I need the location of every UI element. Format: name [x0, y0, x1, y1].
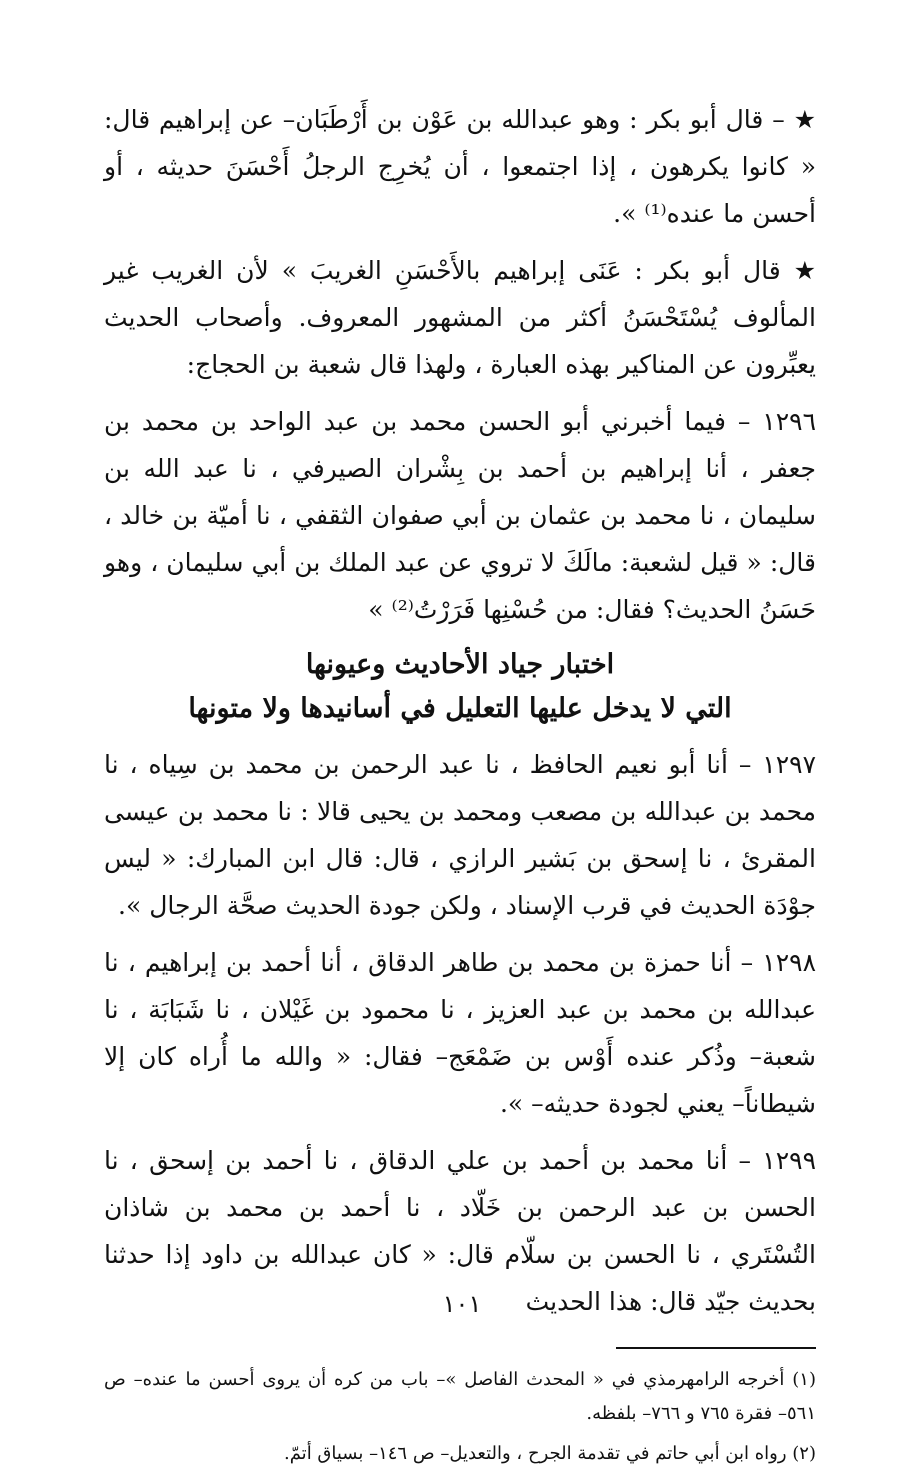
paragraph-1298: ١٢٩٨ – أنا حمزة بن محمد بن طاهر الدقاق ، أنا أحمد بن إبراهيم ، نا عبدالله بن محمد بن عبد العزيز ، نا محمود بن غَيْلان ، نا شَبَابَة ، نا شعبة– وذُكر عنده أَوْس بن ضَمْعَج– فقال: « والله ما أُراه كان إلا شيطاناً– يعني لجودة حديثه– ». [104, 948, 816, 1118]
paragraph-1299: ١٢٩٩ – أنا محمد بن أحمد بن علي الدقاق ، نا أحمد بن إسحق ، نا الحسن بن عبد الرحمن بن خَلّاد ، نا أحمد بن محمد بن شاذان التُسْتَري ، نا الحسن بن سلّام قال: « كان عبدالله بن داود إذا حدثنا بحديث جيّد قال: هذا الحديث [104, 1146, 816, 1316]
paragraph-abu-bakr-commentary: ★ قال أبو بكر : عَنَى إبراهيم بالأَحْسَنِ الغريبَ » لأن الغريب غير المألوف يُسْتَحْسَنُ أكثر من المشهور المعروف. وأصحاب الحديث يعبِّرون عن المناكير بهذه العبارة ، ولهذا قال شعبة بن الحجاج: [104, 256, 816, 379]
section-heading-line-1: اختبار جياد الأحاديث وعيونها [305, 649, 615, 680]
page-number: ١٠١ [442, 1290, 482, 1318]
footnote-separator [616, 1347, 816, 1349]
footnote-2: (٢) رواه ابن أبي حاتم في تقدمة الجرح ، والتعديل– ص ١٤٦– بسياق أتمّ. [283, 1443, 816, 1464]
section-heading-line-2: التي لا يدخل عليها التعليل في أسانيدها ولا متونها [188, 693, 732, 724]
footnote-1: (١) أخرجه الرامهرمذي في « المحدث الفاصل »– باب من كره أن يروى أحسن ما عنده– ص ٥٦١– فقرة ٧٦٥ و ٧٦٦– بلفظه. [104, 1369, 816, 1424]
paragraph-ibn-awn-quote: ★ – قال أبو بكر : وهو عبدالله بن عَوْن بن أَرْطَبَان– عن إبراهيم قال: « كانوا يكرهون ، إذا اجتمعوا ، أن يُخرِج الرجلُ أَحْسَنَ حديثه ، أو أحسن ما عنده⁽¹⁾ ». [104, 105, 816, 228]
footnote-separator-wrap [104, 1335, 816, 1363]
paragraph-1297: ١٢٩٧ – أنا أبو نعيم الحافظ ، نا عبد الرحمن بن محمد بن سِياه ، نا محمد بن عبدالله بن مصعب ومحمد بن يحيى قالا : نا محمد بن عيسى المقرئ ، نا إسحق بن بَشير الرازي ، قال: قال ابن المبارك: « ليس جوْدَة الحديث في قرب الإسناد ، ولكن جودة الحديث صحَّة الرجال ». [104, 750, 816, 920]
section-heading [104, 643, 816, 731]
paragraph-1296: ١٢٩٦ – فيما أخبرني أبو الحسن محمد بن عبد الواحد بن محمد بن جعفر ، أنا إبراهيم بن أحمد بن بِشْران الصيرفي ، نا عبد الله بن سليمان ، نا محمد بن عثمان بن أبي صفوان الثقفي ، نا أميّة بن خالد ، قال: « قيل لشعبة: مالَكَ لا تروي عن عبد الملك بن أبي سليمان ، وهو حَسَنُ الحديث؟ فقال: من حُسْنِها فَرَرْتُ⁽²⁾ » [104, 407, 816, 624]
